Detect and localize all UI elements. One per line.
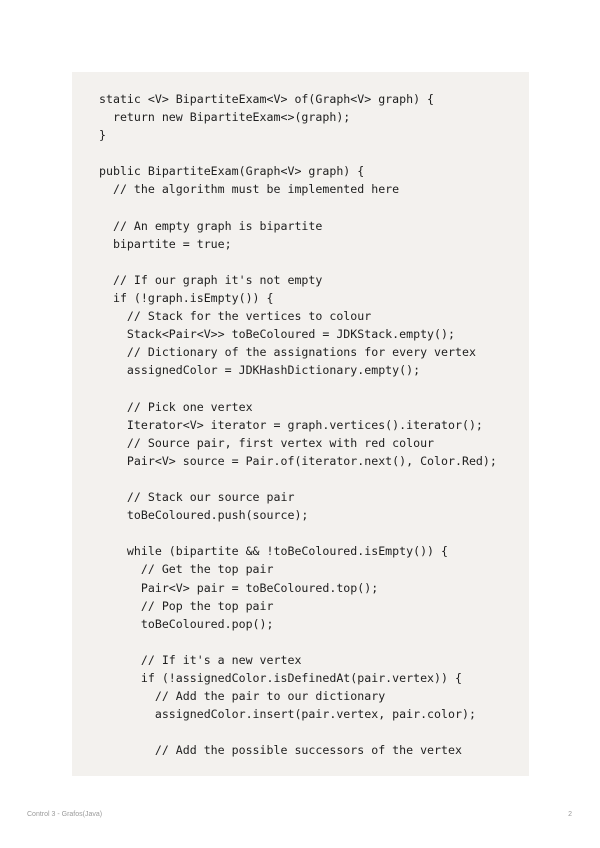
code-line: // Pick one vertex [99, 399, 253, 414]
code-line [99, 253, 497, 271]
code-line: Stack<Pair<V>> toBeColoured = JDKStack.empty(); [99, 327, 455, 342]
code-line: // If our graph it's not empty [99, 272, 323, 287]
code-line: bipartite = true; [99, 236, 232, 251]
code-line: // Add the possible successors of the vertex [99, 743, 462, 758]
code-line: public BipartiteExam(Graph<V> graph) { [99, 164, 365, 179]
code-block [72, 72, 529, 776]
code-line [99, 723, 497, 741]
code-line: toBeColoured.push(source); [99, 508, 309, 523]
code-line: Iterator<V> iterator = graph.vertices().iterator(); [99, 417, 483, 432]
code-line [99, 199, 497, 217]
code-line: // If it's a new vertex [99, 652, 302, 667]
code-line: static <V> BipartiteExam<V> of(Graph<V> graph) { [99, 92, 435, 106]
code-line [99, 144, 497, 162]
code-line [99, 380, 497, 398]
code-line [99, 470, 497, 488]
code-line: assignedColor = JDKHashDictionary.empty(); [99, 363, 421, 378]
footer-title: Control 3 - Grafos(Java) [27, 811, 103, 818]
code-line [99, 633, 497, 651]
page-number: 2 [568, 811, 572, 818]
code-line: return new BipartiteExam<>(graph); [99, 110, 351, 125]
code-lines [99, 90, 497, 759]
code-line: // Dictionary of the assignations for every vertex [99, 345, 476, 360]
code-line: // Stack for the vertices to colour [99, 309, 372, 324]
code-line: // Add the pair to our dictionary [99, 689, 386, 704]
code-line: toBeColoured.pop(); [99, 616, 274, 631]
code-line: Pair<V> pair = toBeColoured.top(); [99, 580, 379, 595]
code-line: // Stack our source pair [99, 490, 295, 505]
code-line: } [99, 128, 106, 143]
code-line: // An empty graph is bipartite [99, 218, 323, 233]
code-line [99, 524, 497, 542]
code-line: // the algorithm must be implemented here [99, 182, 400, 197]
code-line: // Source pair, first vertex with red colour [99, 435, 435, 450]
code-line: while (bipartite && !toBeColoured.isEmpty()) { [99, 544, 449, 559]
code-line: // Pop the top pair [99, 598, 274, 613]
code-line: Pair<V> source = Pair.of(iterator.next(), Color.Red); [99, 453, 497, 468]
code-line: assignedColor.insert(pair.vertex, pair.color); [99, 707, 476, 722]
code-line: // Get the top pair [99, 562, 274, 577]
code-line: if (!graph.isEmpty()) { [99, 291, 274, 306]
code-line: if (!assignedColor.isDefinedAt(pair.vertex)) { [99, 671, 462, 685]
